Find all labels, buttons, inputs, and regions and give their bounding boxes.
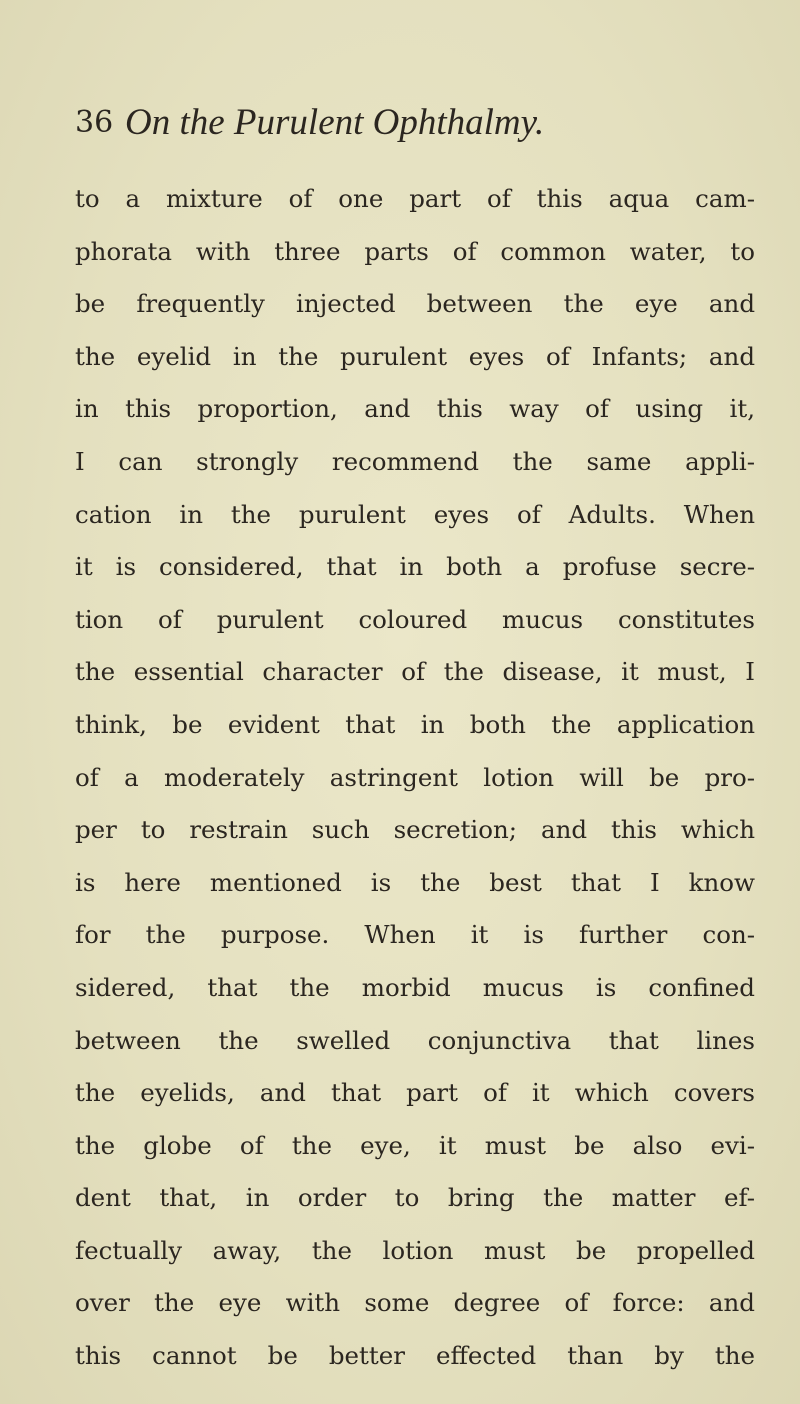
text-line: phorata with three parts of common water, to <box>75 236 755 266</box>
page-header <box>75 98 755 148</box>
text-line: tion of purulent coloured mucus constitutes <box>75 604 755 634</box>
text-line: the eyelid in the purulent eyes of Infants; and <box>75 341 755 371</box>
text-line: for the purpose. When it is further con- <box>75 920 755 950</box>
text-line: over the eye with some degree of force: and <box>75 1288 755 1318</box>
text-line: I can strongly recommend the same appli- <box>75 446 755 476</box>
text-line: is here mentioned is the best that I know <box>75 867 755 897</box>
text-line: cation in the purulent eyes of Adults. When <box>75 499 755 529</box>
text-line: fectually away, the lotion must be propelled <box>75 1235 755 1265</box>
text-line: think, be evident that in both the application <box>75 709 755 739</box>
text-line: in this proportion, and this way of using it, <box>75 394 755 424</box>
text-line: per to restrain such secretion; and this which <box>75 815 755 845</box>
running-title: On the Purulent Ophthalmy. <box>125 102 545 143</box>
text-line: between the swelled conjunctiva that lines <box>75 1025 755 1055</box>
text-line: dent that, in order to bring the matter ef- <box>75 1183 755 1213</box>
text-line: the globe of the eye, it must be also evi- <box>75 1130 755 1160</box>
text-line: sidered, that the morbid mucus is confined <box>75 972 755 1002</box>
body-text <box>75 173 755 1383</box>
page-number: 36 <box>75 105 114 140</box>
text-line: it is considered, that in both a profuse secre- <box>75 552 755 582</box>
text-line: the eyelids, and that part of it which covers <box>75 1078 755 1108</box>
text-line: the essential character of the disease, it must, I <box>75 657 755 687</box>
text-line: to a mixture of one part of this aqua cam- <box>75 184 755 213</box>
text-line: of a moderately astringent lotion will be pro- <box>75 762 755 792</box>
text-line: this cannot be better effected than by the <box>75 1341 755 1371</box>
text-line: be frequently injected between the eye and <box>75 289 755 319</box>
